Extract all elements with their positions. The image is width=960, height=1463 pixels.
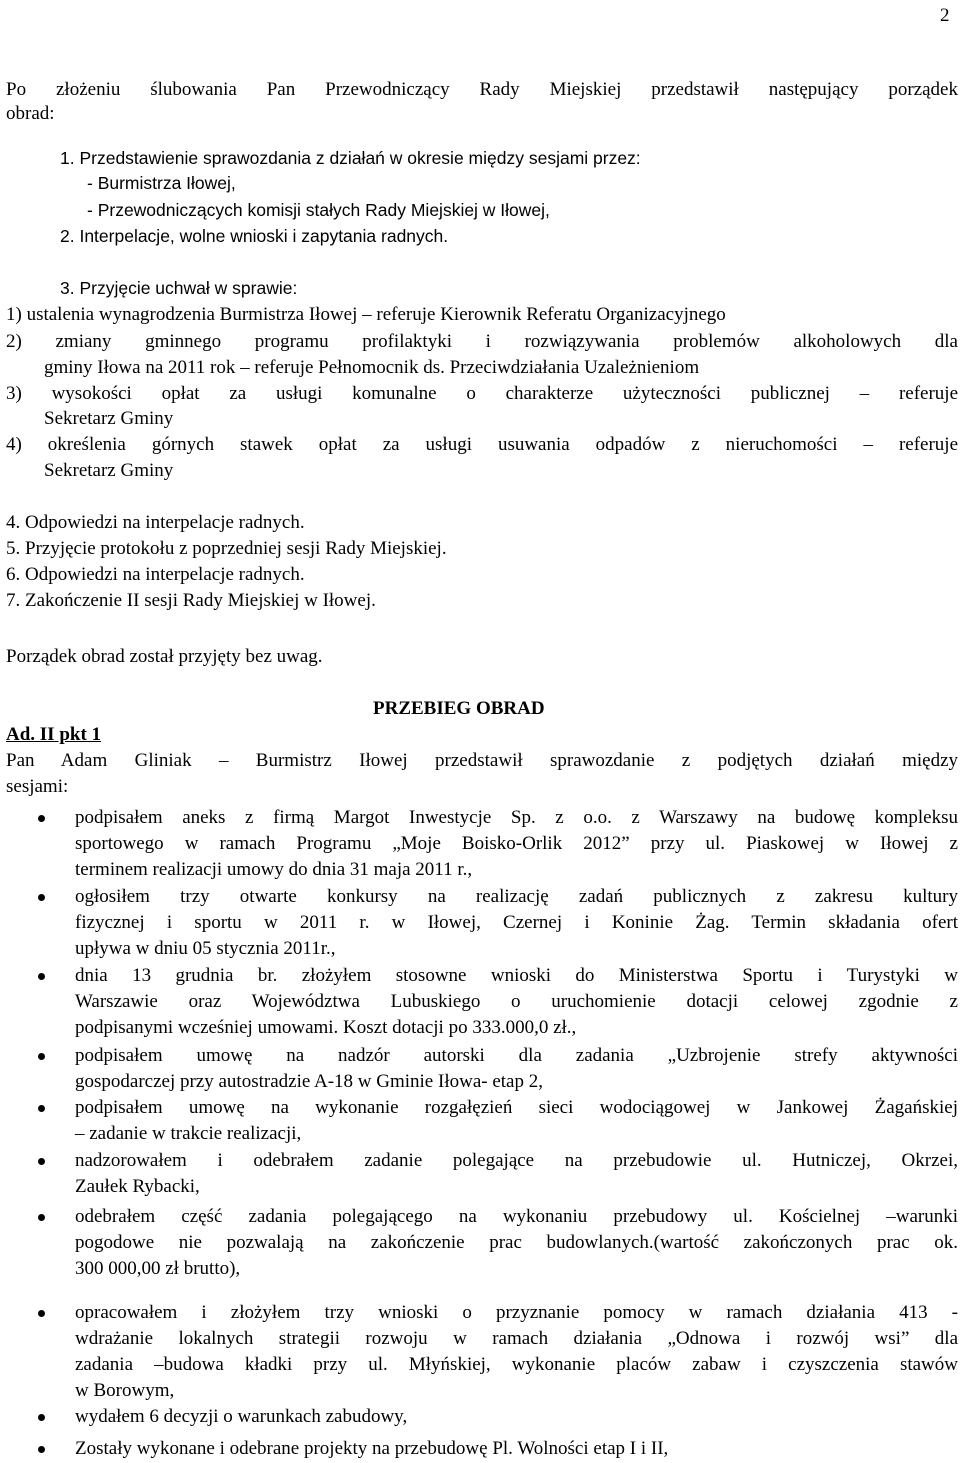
intro-line-1: Po złożeniu ślubowania Pan Przewodniczący Rady Miejskiej przedstawił następujący porządek xyxy=(6,79,958,100)
report-bullet-line: podpisałem umowę na nadzór autorski dla zadania „Uzbrojenie strefy aktywności xyxy=(75,1045,958,1066)
bullet-icon xyxy=(38,1214,45,1221)
report-bullet-line: Zostały wykonane i odebrane projekty na przebudowę Pl. Wolności etap I i II, xyxy=(75,1438,669,1459)
resolution-1: 1) ustalenia wynagrodzenia Burmistrza Iłowej – referuje Kierownik Referatu Organizacyjnego xyxy=(6,304,726,325)
agenda-item-6: 6. Odpowiedzi na interpelacje radnych. xyxy=(6,564,305,585)
report-bullet-line: w Borowym, xyxy=(75,1380,175,1401)
agenda-item-4: 4. Odpowiedzi na interpelacje radnych. xyxy=(6,512,305,533)
bullet-icon xyxy=(38,1446,45,1453)
bullet-icon xyxy=(38,815,45,822)
report-bullet-line: podpisanymi wcześniej umowami. Koszt dotacji po 333.000,0 zł., xyxy=(75,1017,577,1038)
report-bullet-line: wdrażanie lokalnych strategii rozwoju w ramach działania „Odnowa i rozwój wsi” dla xyxy=(75,1328,958,1349)
report-bullet-line: nadzorowałem i odebrałem zadanie polegające na przebudowie ul. Hutniczej, Okrzei, xyxy=(75,1150,958,1171)
resolution-4-line-1: 4) określenia górnych stawek opłat za usługi usuwania odpadów z nieruchomości – referuje xyxy=(6,434,958,455)
resolution-2-line-1: 2) zmiany gminnego programu profilaktyki i rozwiązywania problemów alkoholowych dla xyxy=(6,331,958,352)
agenda-item-3: 3. Przyjęcie uchwał w sprawie: xyxy=(60,278,298,298)
resolution-4-line-2: Sekretarz Gminy xyxy=(44,460,174,481)
report-bullet-line: sportowego w ramach Programu „Moje Boisko-Orlik 2012” przy ul. Piaskowej w Iłowej z xyxy=(75,833,958,854)
report-bullet-line: Zaułek Rybacki, xyxy=(75,1176,200,1197)
page-number: 2 xyxy=(940,5,950,26)
report-bullet-line: – zadanie w trakcie realizacji, xyxy=(75,1123,302,1144)
report-bullet-line: terminem realizacji umowy do dnia 31 maja 2011 r., xyxy=(75,859,473,880)
report-bullet-line: Warszawie oraz Województwa Lubuskiego o uruchomienie dotacji celowej zgodnie z xyxy=(75,991,958,1012)
ad-label: Ad. II pkt 1 xyxy=(6,724,102,745)
bullet-icon xyxy=(38,973,45,980)
bullet-icon xyxy=(38,1105,45,1112)
agenda-item-7: 7. Zakończenie II sesji Rady Miejskiej w Iłowej. xyxy=(6,590,376,611)
report-bullet-line: podpisałem aneks z firmą Margot Inwestycje Sp. z o.o. z Warszawy na budowę kompleksu xyxy=(75,807,958,828)
agenda-item-1-sub-1: - Burmistrza Iłowej, xyxy=(87,173,236,193)
report-bullet-line: zadania –budowa kładki przy ul. Młyńskiej, wykonanie placów zabaw i czyszczenia stawów xyxy=(75,1354,958,1375)
report-bullet-line: pogodowe nie pozwalają na zakończenie prac budowlanych.(wartość zakończonych prac ok. xyxy=(75,1232,958,1253)
report-bullet-line: 300 000,00 zł brutto), xyxy=(75,1258,241,1279)
agenda-item-1: 1. Przedstawienie sprawozdania z działań w okresie między sesjami przez: xyxy=(60,148,641,168)
report-bullet-line: odebrałem część zadania polegającego na wykonaniu przebudowy ul. Kościelnej –warunki xyxy=(75,1206,958,1227)
bullet-icon xyxy=(38,1053,45,1060)
agenda-accepted: Porządek obrad został przyjęty bez uwag. xyxy=(6,646,323,667)
bullet-icon xyxy=(38,1414,45,1421)
report-bullet-line: dnia 13 grudnia br. złożyłem stosowne wnioski do Ministerstwa Sportu i Turystyki w xyxy=(75,965,958,986)
section-title: PRZEBIEG OBRAD xyxy=(373,698,545,719)
bullet-icon xyxy=(38,894,45,901)
report-intro-line-1: Pan Adam Gliniak – Burmistrz Iłowej przedstawił sprawozdanie z podjętych działań między xyxy=(6,750,958,771)
report-bullet-line: opracowałem i złożyłem trzy wnioski o przyznanie pomocy w ramach działania 413 - xyxy=(75,1302,958,1323)
resolution-2-line-2: gminy Iłowa na 2011 rok – referuje Pełnomocnik ds. Przeciwdziałania Uzależnieniom xyxy=(44,357,700,378)
bullet-icon xyxy=(38,1310,45,1317)
report-bullet-line: wydałem 6 decyzji o warunkach zabudowy, xyxy=(75,1406,408,1427)
intro-line-2: obrad: xyxy=(6,103,55,124)
resolution-3-line-1: 3) wysokości opłat za usługi komunalne o charakterze użyteczności publicznej – referuje xyxy=(6,383,958,404)
report-bullet-line: upływa w dniu 05 stycznia 2011r., xyxy=(75,938,336,959)
agenda-item-5: 5. Przyjęcie protokołu z poprzedniej sesji Rady Miejskiej. xyxy=(6,538,447,559)
agenda-item-2: 2. Interpelacje, wolne wnioski i zapytania radnych. xyxy=(60,226,449,246)
report-bullet-line: fizycznej i sportu w 2011 r. w Iłowej, Czernej i Koninie Żag. Termin składania ofert xyxy=(75,912,958,933)
resolution-3-line-2: Sekretarz Gminy xyxy=(44,408,174,429)
report-intro-line-2: sesjami: xyxy=(6,776,69,797)
report-bullet-line: gospodarczej przy autostradzie A-18 w Gminie Iłowa- etap 2, xyxy=(75,1071,543,1092)
agenda-item-1-sub-2: - Przewodniczących komisji stałych Rady Miejskiej w Iłowej, xyxy=(87,200,550,220)
report-bullet-line: podpisałem umowę na wykonanie rozgałęzień sieci wodociągowej w Jankowej Żagańskiej xyxy=(75,1097,958,1118)
report-bullet-line: ogłosiłem trzy otwarte konkursy na realizację zadań publicznych z zakresu kultury xyxy=(75,886,958,907)
bullet-icon xyxy=(38,1158,45,1165)
